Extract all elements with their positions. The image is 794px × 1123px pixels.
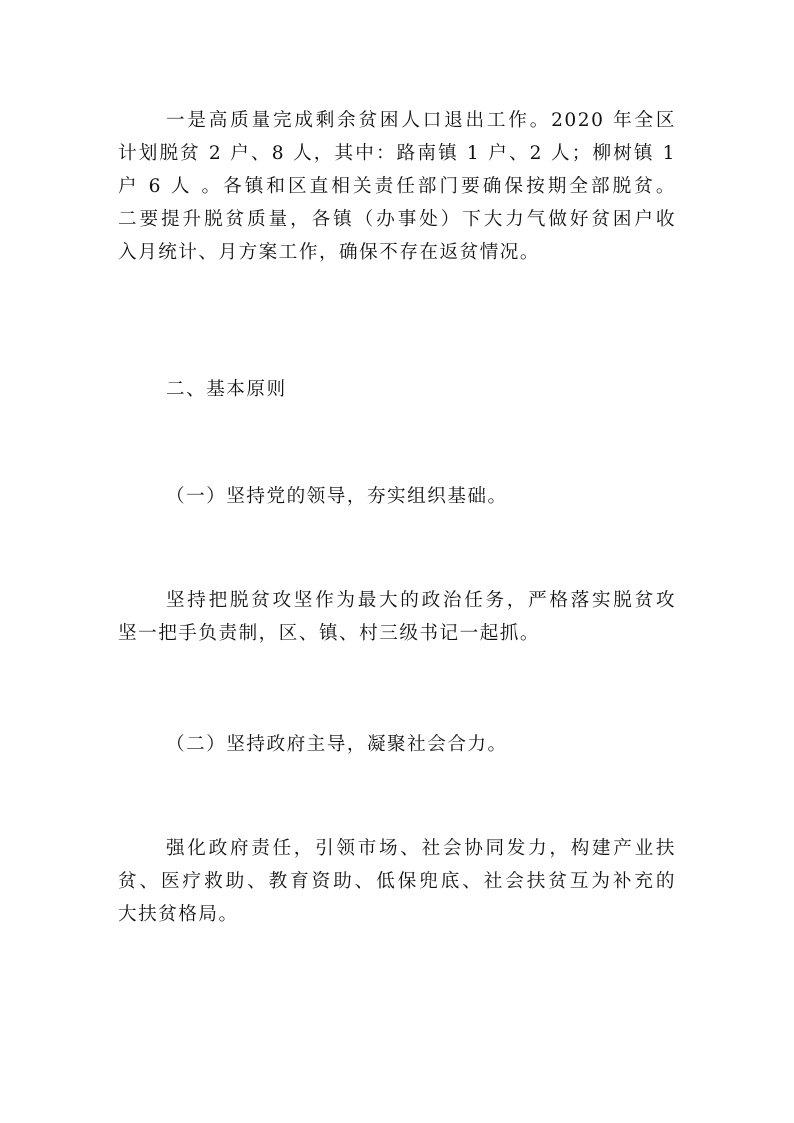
paragraph-government-responsibility xyxy=(118,832,676,931)
paragraph-line: 二要提升脱贫质量，各镇（办事处）下大力气做好贫困户收 xyxy=(118,209,676,230)
section-heading-basic-principles xyxy=(118,373,676,406)
subheading-party-leadership xyxy=(118,480,676,513)
paragraph-line: 户 6 人 。各镇和区直相关责任部门要确保按期全部脱贫。 xyxy=(118,176,676,197)
paragraph-line: 大扶贫格局。 xyxy=(118,904,239,925)
section-heading-text: 二、基本原则 xyxy=(166,379,287,400)
subheading-government-leadership xyxy=(118,728,676,761)
paragraph-line: 坚一把手负责制，区、镇、村三级书记一起抓。 xyxy=(118,623,540,644)
paragraph-line: 强化政府责任，引领市场、社会协同发力，构建产业扶 xyxy=(166,838,676,859)
paragraph-political-task xyxy=(118,584,676,650)
paragraph-poverty-exit-work xyxy=(118,104,676,269)
subheading-text: （一）坚持党的领导，夯实组织基础。 xyxy=(166,486,508,507)
paragraph-line: 计划脱贫 2 户、8 人，其中：路南镇 1 户、2 人；柳树镇 1 xyxy=(118,143,676,164)
paragraph-line: 坚持把脱贫攻坚作为最大的政治任务，严格落实脱贫攻 xyxy=(166,590,676,611)
paragraph-line: 一是高质量完成剩余贫困人口退出工作。2020 年全区 xyxy=(166,110,676,131)
paragraph-line: 贫、医疗救助、教育资助、低保兜底、社会扶贫互为补充的 xyxy=(118,871,676,892)
subheading-text: （二）坚持政府主导，凝聚社会合力。 xyxy=(166,734,508,755)
paragraph-line: 入月统计、月方案工作，确保不存在返贫情况。 xyxy=(118,242,540,263)
